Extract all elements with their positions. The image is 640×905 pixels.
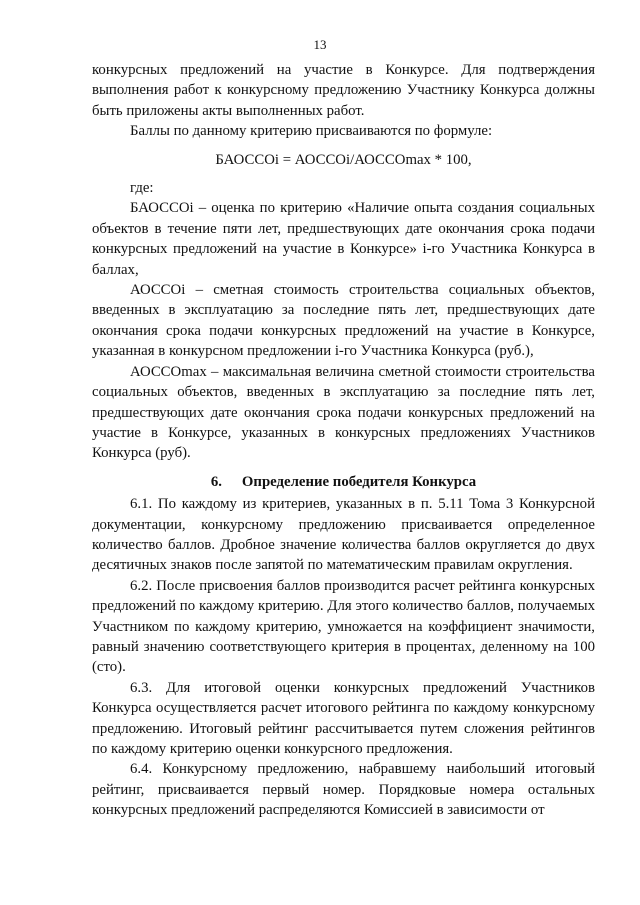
section-heading [92, 472, 595, 492]
where-label: где: [130, 180, 154, 197]
section-title: Определение победителя Конкурса [241, 473, 477, 490]
definition-aosso: АОССОi – сметная стоимость строительства социальных объектов, введенных в эксплуатацию за последние пять лет, предшествующих дате окончания срока подачи конкурсных предложений на участие в Конкурсе, указанная в конкурсном предложении i-го Участника Конкурса (руб.), [92, 282, 595, 360]
clause-6-4: 6.4. Конкурсному предложению, набравшему наибольший итоговый рейтинг, присваивается первый номер. Порядковые номера остальных конкурсных предложений распределяются Комиссией в зависимости от [92, 761, 595, 819]
page-body [92, 60, 595, 821]
paragraph-formula-intro: Баллы по данному критерию присваиваются по формуле: [130, 123, 493, 140]
clause-6-1: 6.1. По каждому из критериев, указанных в п. 5.11 Тома 3 Конкурсной документации, конкурсному предложению присваивается определенное количество баллов. Дробное значение количества баллов округляется до двух десятичных знаков после запятой по математическим правилам округления. [92, 496, 595, 574]
clause-6-2: 6.2. После присвоения баллов производится расчет рейтинга конкурсных предложений по каждому критерию. Для этого количество баллов, получаемых Участником по каждому критерию, умножается на коэффициент значимости, равный значению соответствующего критерия в процентах, деленному на 100 (сто). [92, 577, 595, 676]
section-number: 6. [210, 473, 222, 490]
definition-baosso: БАОССОi – оценка по критерию «Наличие опыта создания социальных объектов в течение пяти лет, предшествующих дате окончания срока подачи конкурсных предложений на участие в Конкурсе» i-го Участника Конкурса в баллах, [92, 200, 595, 278]
page-number: 13 [313, 37, 327, 52]
definition-aosso-max: АОССОmax – максимальная величина сметной стоимости строительства социальных объектов, введенных в эксплуатацию за последние пять лет, предшествующих дате окончания срока подачи конкурсных предложений на участие в Конкурсе, указанных в конкурсных предложениях Участников Конкурса (руб). [92, 363, 595, 462]
clause-6-3: 6.3. Для итоговой оценки конкурсных предложений Участников Конкурса осуществляется расчет итогового рейтинга по каждому конкурсному предложению. Итоговый рейтинг рассчитывается путем сложения рейтингов по каждому критерию оценки конкурсного предложения. [92, 679, 595, 757]
formula: БАОССОi = АОССОi/АОССОmax * 100, [215, 151, 472, 168]
paragraph-continuation: конкурсных предложений на участие в Конкурсе. Для подтверждения выполнения работ к конкурсному предложению Участнику Конкурса должны быть приложены акты выполненных работ. [92, 62, 595, 119]
